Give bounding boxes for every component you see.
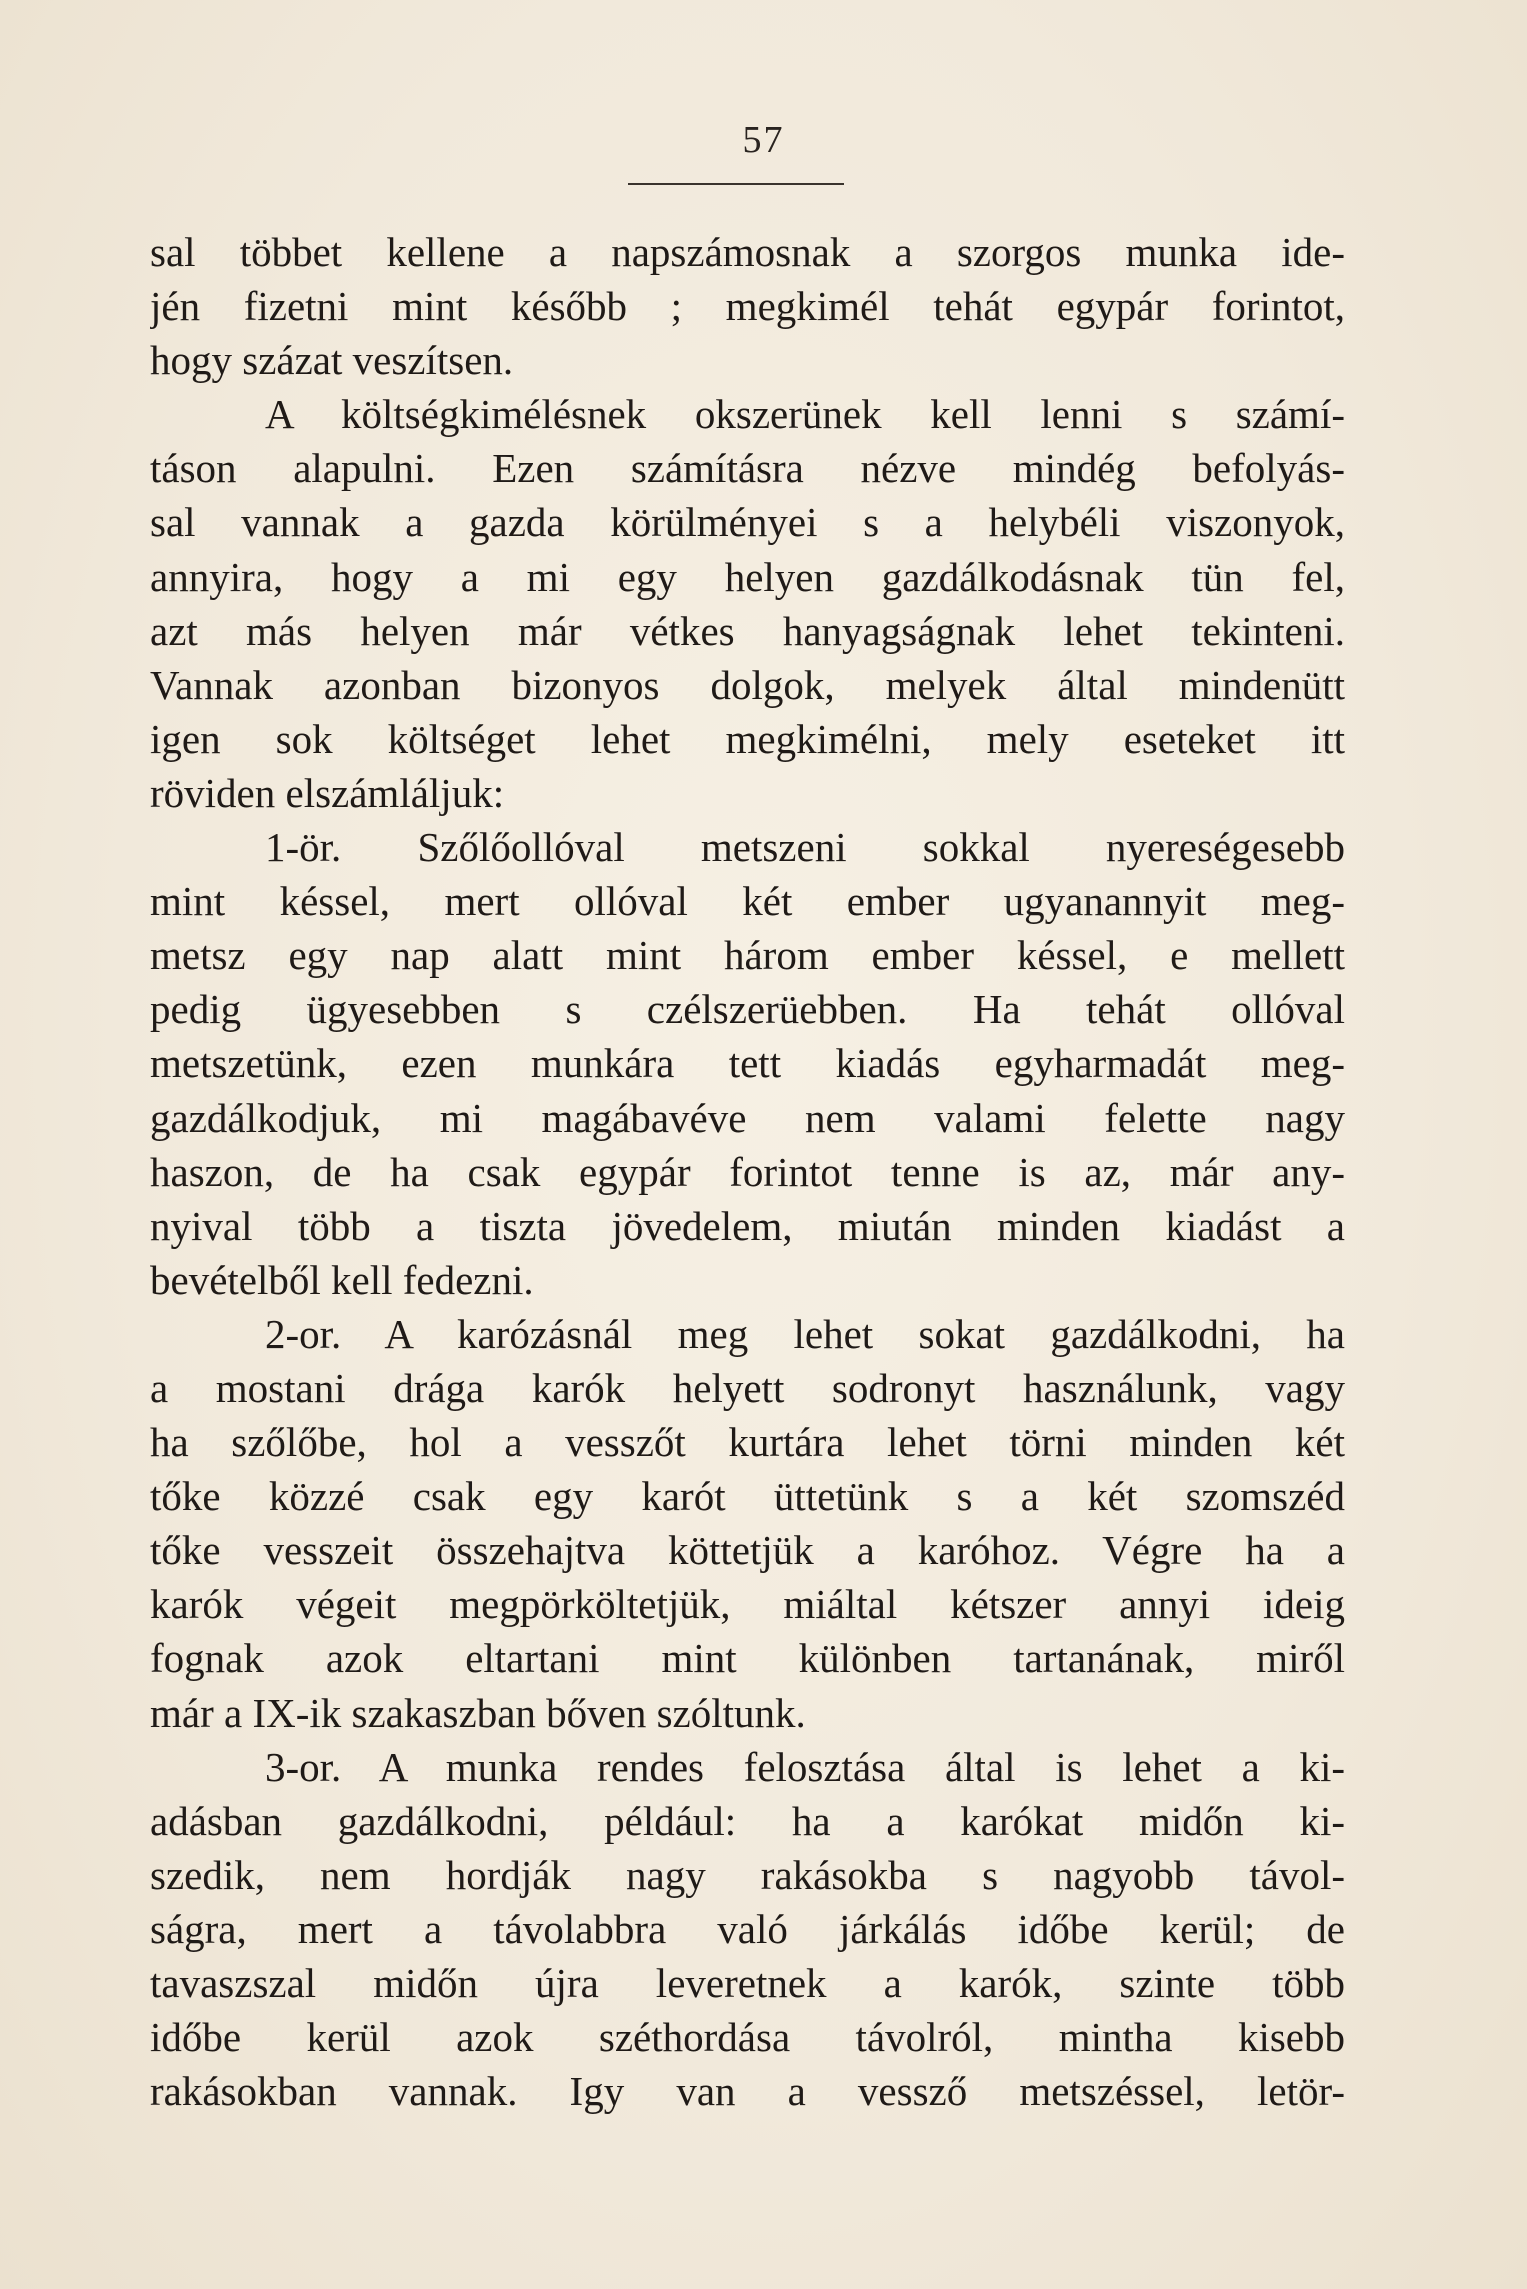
text-line: a mostani drága karók helyett sodronyt használunk, vagy xyxy=(150,1364,1345,1411)
text-line: adásban gazdálkodni, például: ha a karókat midőn ki- xyxy=(150,1797,1345,1844)
text-line: 3-or. A munka rendes felosztása által is lehet a ki- xyxy=(265,1743,1345,1790)
text-line: gazdálkodjuk, mi magábavéve nem valami felette nagy xyxy=(150,1094,1345,1141)
text-line: fognak azok eltartani mint különben tartanának, miről xyxy=(150,1635,1345,1682)
text-line: annyira, hogy a mi egy helyen gazdálkodásnak tün fel, xyxy=(150,553,1345,600)
text-line: azt más helyen már vétkes hanyagságnak lehet tekinteni. xyxy=(150,607,1345,654)
text-line: A költségkimélésnek okszerünek kell lenni s számí- xyxy=(265,391,1345,438)
text-line: metsz egy nap alatt mint három ember késsel, e mellett xyxy=(150,932,1345,979)
text-line: nyival több a tiszta jövedelem, miután minden kiadást a xyxy=(150,1202,1345,1249)
text-line: mint késsel, mert ollóval két ember ugyanannyit meg- xyxy=(150,878,1345,925)
text-line: hogy százat veszítsen. xyxy=(150,337,514,384)
text-line: karók végeit megpörköltetjük, miáltal kétszer annyi ideig xyxy=(150,1581,1345,1628)
text-line: igen sok költséget lehet megkimélni, mely eseteket itt xyxy=(150,715,1345,762)
text-line: rakásokban vannak. Igy van a vessző metszéssel, letör- xyxy=(150,2068,1345,2115)
text-line: tőke vesszeit összehajtva köttetjük a karóhoz. Végre ha a xyxy=(150,1527,1345,1574)
text-line: metszetünk, ezen munkára tett kiadás egyharmadát meg- xyxy=(150,1040,1345,1087)
text-line: időbe kerül azok széthordása távolról, mintha kisebb xyxy=(150,2014,1345,2061)
text-line: haszon, de ha csak egypár forintot tenne is az, már any- xyxy=(150,1148,1345,1195)
text-line: pedig ügyesebben s czélszerüebben. Ha tehát ollóval xyxy=(150,986,1345,1033)
text-line: már a IX-ik szakaszban bőven szóltunk. xyxy=(150,1689,806,1736)
text-line: bevételből kell fedezni. xyxy=(150,1256,534,1303)
text-line: sal vannak a gazda körülményei s a helybéli viszonyok, xyxy=(150,499,1345,546)
text-line: röviden elszámláljuk: xyxy=(150,769,505,816)
text-line: táson alapulni. Ezen számításra nézve mindég befolyás- xyxy=(150,445,1345,492)
text-line: jén fizetni mint később ; megkimél tehát egypár forintot, xyxy=(150,283,1345,330)
body-text xyxy=(150,225,1345,2118)
text-line: tavaszszal midőn újra leveretnek a karók, szinte több xyxy=(150,1960,1345,2006)
text-line: sal többet kellene a napszámosnak a szorgos munka ide- xyxy=(150,229,1345,275)
page-number: 57 xyxy=(742,119,785,161)
text-line: ságra, mert a távolabbra való járkálás időbe kerül; de xyxy=(150,1905,1345,1952)
text-line: 1-ör. Szőlőollóval metszeni sokkal nyereségesebb xyxy=(265,824,1345,871)
text-line: szedik, nem hordják nagy rakásokba s nagyobb távol- xyxy=(150,1851,1345,1898)
text-line: 2-or. A karózásnál meg lehet sokat gazdálkodni, ha xyxy=(265,1310,1345,1357)
text-line: tőke közzé csak egy karót üttetünk s a két szomszéd xyxy=(150,1473,1345,1520)
text-line: ha szőlőbe, hol a vesszőt kurtára lehet törni minden két xyxy=(150,1419,1345,1466)
text-line: Vannak azonban bizonyos dolgok, melyek által mindenütt xyxy=(150,661,1345,708)
header-rule xyxy=(628,183,844,185)
